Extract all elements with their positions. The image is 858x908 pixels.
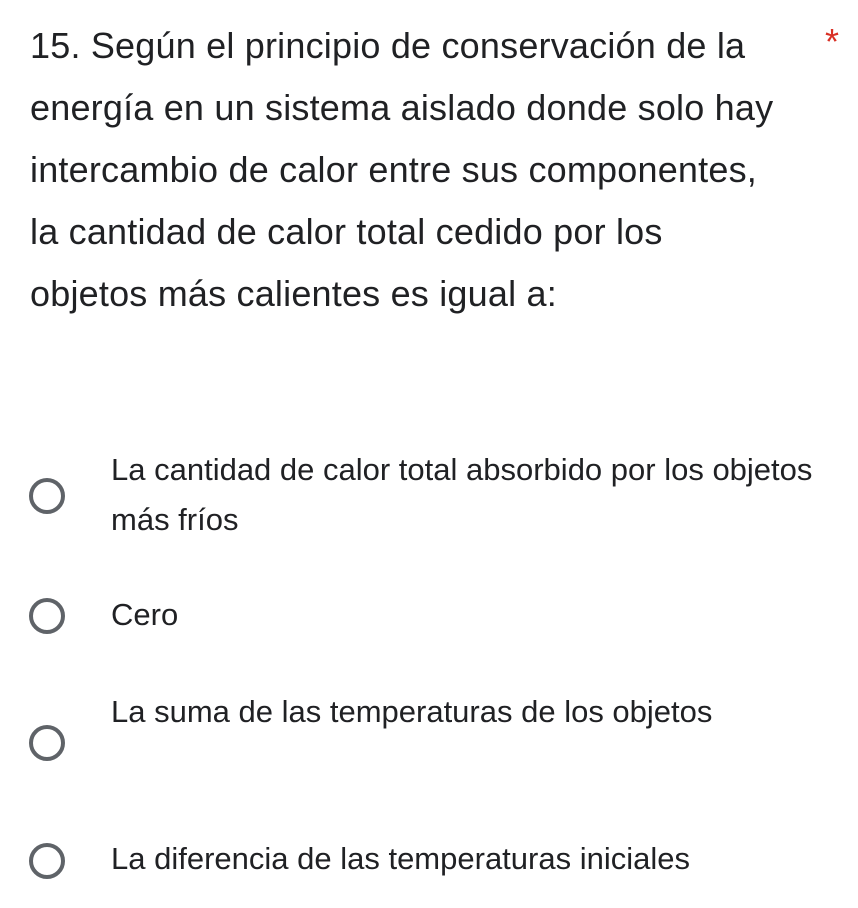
question-title: 15. Según el principio de conservación de la energía en un sistema aislado donde solo hay intercambio de calor entre sus componentes, la cantidad de calor total cedido por los objetos más calientes es igual a: [30,25,774,314]
radio-button[interactable] [29,598,65,634]
radio-button[interactable] [29,843,65,879]
option-item[interactable] [0,830,858,890]
option-label[interactable]: La diferencia de las temperaturas iniciales [111,841,690,876]
radio-button[interactable] [29,478,65,514]
option-item[interactable] [0,590,858,650]
option-label[interactable]: La suma de las temperaturas de los objetos [111,694,713,729]
option-item[interactable] [0,440,858,550]
radio-button[interactable] [29,725,65,761]
required-asterisk: * [825,21,840,62]
option-label[interactable]: La cantidad de calor total absorbido por los objetos más fríos [111,452,813,537]
option-item[interactable] [0,680,858,790]
option-label[interactable]: Cero [111,597,179,632]
